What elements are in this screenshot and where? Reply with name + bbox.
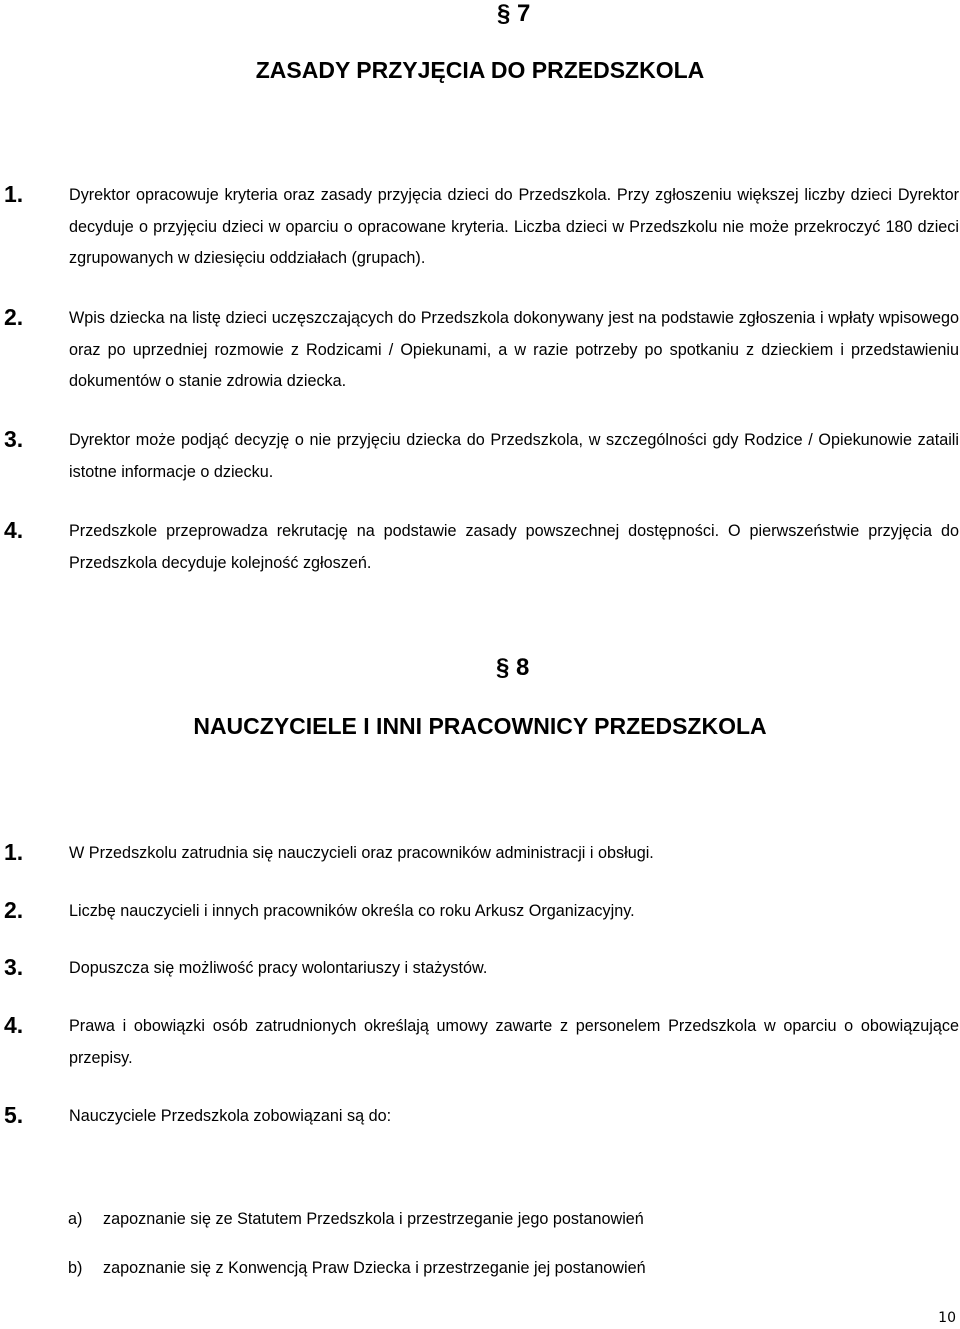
item-number: 3. — [4, 954, 24, 980]
subitem-text: zapoznanie się ze Statutem Przedszkola i przestrzeganie jego postanowień — [103, 1210, 644, 1228]
section-7-sign: § 7 — [497, 0, 531, 27]
subitem-label: b) — [68, 1259, 83, 1277]
item-text: Dyrektor może podjąć decyzję o nie przyjęciu dziecka do Przedszkola, w szczególności gdy Rodzice / Opiekunowie zataili istotne informacje o dziecku. — [69, 431, 959, 481]
item-text: Prawa i obowiązki osób zatrudnionych określają umowy zawarte z personelem Przedszkola w oparciu o obowiązujące przepisy. — [69, 1017, 959, 1067]
item-text: Dyrektor opracowuje kryteria oraz zasady przyjęcia dzieci do Przedszkola. Przy zgłoszeniu większej liczby dzieci Dyrektor decyduje o przyjęciu dzieci w oparciu o opracowane kryteria. Liczba dzieci w Przedszkolu nie może przekroczyć 180 dzieci zgrupowanych w dziesięciu oddziałach (grupach). — [69, 186, 959, 267]
item-number: 5. — [4, 1102, 24, 1128]
item-text: Przedszkole przeprowadza rekrutację na podstawie zasady powszechnej dostępności. O pierwszeństwie przyjęcia do Przedszkola decyduje kolejność zgłoszeń. — [69, 522, 959, 572]
item-number: 4. — [4, 1012, 24, 1038]
item-text: Wpis dziecka na listę dzieci uczęszczających do Przedszkola dokonywany jest na podstawie zgłoszenia i wpłaty wpisowego oraz po uprzedniej rozmowie z Rodzicami / Opiekunami, a w razie potrzeby po spotkaniu z dzieckiem i przedstawieniu dokumentów o stanie zdrowia dziecka. — [69, 309, 959, 390]
item-number: 1. — [4, 181, 24, 207]
item-text: Nauczyciele Przedszkola zobowiązani są do: — [69, 1107, 392, 1125]
section-8-title: NAUCZYCIELE I INNI PRACOWNICY PRZEDSZKOLA — [193, 713, 767, 739]
item-number: 4. — [4, 517, 24, 543]
page-number: 10 — [938, 1310, 956, 1326]
section-8-sign: § 8 — [496, 654, 530, 681]
section-7-title: ZASADY PRZYJĘCIA DO PRZEDSZKOLA — [255, 57, 705, 83]
item-text: W Przedszkolu zatrudnia się nauczycieli oraz pracowników administracji i obsługi. — [69, 844, 654, 862]
item-number: 3. — [4, 426, 24, 452]
item-text: Liczbę nauczycieli i innych pracowników określa co roku Arkusz Organizacyjny. — [69, 902, 635, 920]
subitem-label: a) — [68, 1210, 83, 1228]
item-text: Dopuszcza się możliwość pracy wolontariuszy i stażystów. — [69, 959, 488, 977]
subitem-text: zapoznanie się z Konwencją Praw Dziecka i przestrzeganie jej postanowień — [103, 1259, 646, 1277]
item-number: 2. — [4, 897, 24, 923]
item-number: 1. — [4, 839, 24, 865]
item-number: 2. — [4, 304, 24, 330]
